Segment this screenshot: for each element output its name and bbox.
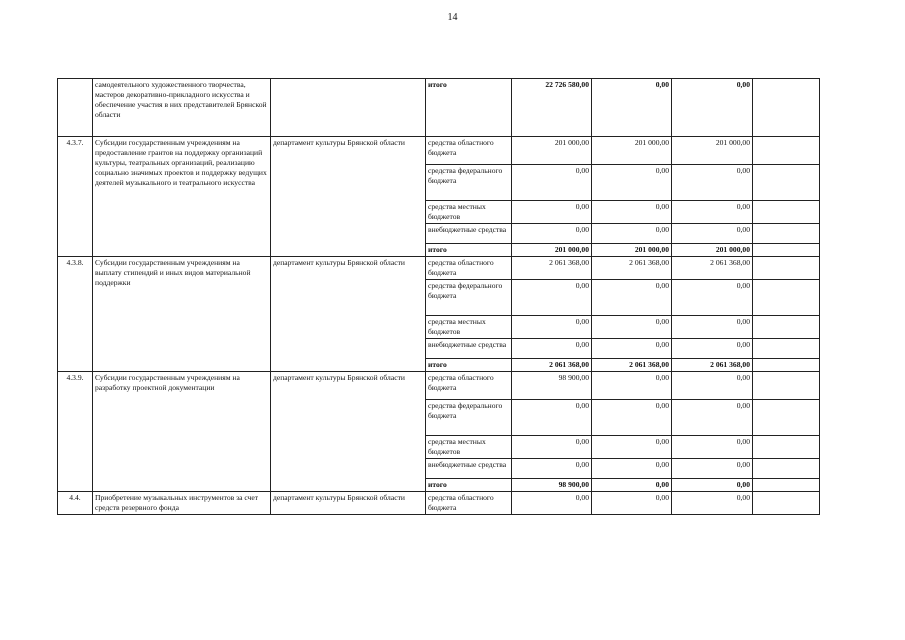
amount-year2-cell: 201 000,00 <box>592 137 672 165</box>
amount-year1-cell: 0,00 <box>512 280 592 316</box>
empty-cell <box>753 224 820 244</box>
empty-cell <box>753 436 820 459</box>
amount-year1-cell: 0,00 <box>512 400 592 436</box>
funding-source-cell: средства областного бюджета <box>426 257 512 280</box>
item-name-cell: Приобретение музыкальных инструментов за счет средств резервного фонда <box>93 492 271 515</box>
amount-year3-cell: 0,00 <box>672 479 753 492</box>
item-name-cell: Субсидии государственным учреждениям на предоставление грантов на поддержку организаций культуры, театральных организаций, реализацию социально значимых проектов и поддержку ведущих деятелей музыкального и театрального искусства <box>93 137 271 257</box>
empty-cell <box>753 492 820 515</box>
amount-year2-cell: 0,00 <box>592 400 672 436</box>
table-row-continuation-total <box>58 79 820 137</box>
amount-year3-cell: 2 061 368,00 <box>672 359 753 372</box>
empty-cell <box>753 137 820 165</box>
amount-year1-cell: 2 061 368,00 <box>512 257 592 280</box>
empty-cell <box>753 165 820 201</box>
table-row <box>58 372 820 400</box>
amount-year2-cell: 0,00 <box>592 201 672 224</box>
amount-year2-cell: 2 061 368,00 <box>592 257 672 280</box>
amount-year1-cell: 22 726 580,00 <box>512 79 592 137</box>
funding-source-cell: итого <box>426 244 512 257</box>
amount-year3-cell: 0,00 <box>672 201 753 224</box>
empty-cell <box>753 244 820 257</box>
amount-year2-cell: 0,00 <box>592 339 672 359</box>
funding-source-cell: итого <box>426 479 512 492</box>
item-code-cell: 4.3.8. <box>58 257 93 372</box>
item-name-cell: Субсидии государственным учреждениям на разработку проектной документации <box>93 372 271 492</box>
executor-cell <box>271 79 426 137</box>
table-row <box>58 257 820 280</box>
amount-year3-cell: 201 000,00 <box>672 244 753 257</box>
empty-cell <box>753 339 820 359</box>
amount-year2-cell: 0,00 <box>592 165 672 201</box>
item-code-cell: 4.4. <box>58 492 93 515</box>
executor-cell: департамент культуры Брянской области <box>271 492 426 515</box>
empty-cell <box>753 459 820 479</box>
amount-year1-cell: 0,00 <box>512 224 592 244</box>
amount-year3-cell: 0,00 <box>672 459 753 479</box>
amount-year1-cell: 201 000,00 <box>512 244 592 257</box>
amount-year2-cell: 0,00 <box>592 280 672 316</box>
funding-source-cell: итого <box>426 79 512 137</box>
amount-year1-cell: 0,00 <box>512 459 592 479</box>
empty-cell <box>753 400 820 436</box>
amount-year1-cell: 201 000,00 <box>512 137 592 165</box>
amount-year3-cell: 0,00 <box>672 436 753 459</box>
executor-cell: департамент культуры Брянской области <box>271 137 426 257</box>
amount-year2-cell: 0,00 <box>592 316 672 339</box>
amount-year2-cell: 0,00 <box>592 492 672 515</box>
funding-source-cell: средства областного бюджета <box>426 372 512 400</box>
amount-year1-cell: 0,00 <box>512 436 592 459</box>
empty-cell <box>753 372 820 400</box>
amount-year1-cell: 0,00 <box>512 165 592 201</box>
page-number: 14 <box>447 12 458 23</box>
amount-year1-cell: 0,00 <box>512 201 592 224</box>
funding-source-cell: средства местных бюджетов <box>426 436 512 459</box>
empty-cell <box>753 359 820 372</box>
amount-year3-cell: 0,00 <box>672 79 753 137</box>
amount-year2-cell: 0,00 <box>592 224 672 244</box>
empty-cell <box>753 257 820 280</box>
item-code-cell: 4.3.9. <box>58 372 93 492</box>
table-row <box>58 492 820 515</box>
funding-source-cell: внебюджетные средства <box>426 339 512 359</box>
funding-source-cell: средства федерального бюджета <box>426 165 512 201</box>
item-code-cell <box>58 79 93 137</box>
executor-cell: департамент культуры Брянской области <box>271 372 426 492</box>
amount-year2-cell: 2 061 368,00 <box>592 359 672 372</box>
amount-year2-cell: 0,00 <box>592 459 672 479</box>
amount-year3-cell: 0,00 <box>672 280 753 316</box>
empty-cell <box>753 316 820 339</box>
empty-cell <box>753 79 820 137</box>
funding-source-cell: средства местных бюджетов <box>426 201 512 224</box>
amount-year3-cell: 0,00 <box>672 339 753 359</box>
amount-year1-cell: 0,00 <box>512 316 592 339</box>
empty-cell <box>753 479 820 492</box>
amount-year2-cell: 0,00 <box>592 436 672 459</box>
amount-year3-cell: 2 061 368,00 <box>672 257 753 280</box>
funding-source-cell: внебюджетные средства <box>426 224 512 244</box>
amount-year1-cell: 98 900,00 <box>512 479 592 492</box>
table-row <box>58 137 820 165</box>
funding-source-cell: средства местных бюджетов <box>426 316 512 339</box>
amount-year2-cell: 0,00 <box>592 372 672 400</box>
item-name-cell: Субсидии государственным учреждениям на выплату стипендий и иных видов материальной поддержки <box>93 257 271 372</box>
funding-source-cell: средства областного бюджета <box>426 492 512 515</box>
executor-cell: департамент культуры Брянской области <box>271 257 426 372</box>
amount-year1-cell: 98 900,00 <box>512 372 592 400</box>
amount-year1-cell: 0,00 <box>512 339 592 359</box>
amount-year3-cell: 201 000,00 <box>672 137 753 165</box>
amount-year2-cell: 0,00 <box>592 79 672 137</box>
empty-cell <box>753 280 820 316</box>
amount-year3-cell: 0,00 <box>672 492 753 515</box>
item-name-cell: самодеятельного художественного творчества, мастеров декоративно-прикладного искусства и обеспечение участия в них представителей Брянской области <box>93 79 271 137</box>
amount-year3-cell: 0,00 <box>672 316 753 339</box>
funding-source-cell: средства областного бюджета <box>426 137 512 165</box>
funding-source-cell: внебюджетные средства <box>426 459 512 479</box>
item-code-cell: 4.3.7. <box>58 137 93 257</box>
funding-source-cell: итого <box>426 359 512 372</box>
budget-table <box>57 78 820 515</box>
amount-year1-cell: 0,00 <box>512 492 592 515</box>
amount-year3-cell: 0,00 <box>672 224 753 244</box>
funding-source-cell: средства федерального бюджета <box>426 280 512 316</box>
empty-cell <box>753 201 820 224</box>
amount-year3-cell: 0,00 <box>672 165 753 201</box>
amount-year3-cell: 0,00 <box>672 372 753 400</box>
funding-source-cell: средства федерального бюджета <box>426 400 512 436</box>
amount-year3-cell: 0,00 <box>672 400 753 436</box>
amount-year1-cell: 2 061 368,00 <box>512 359 592 372</box>
amount-year2-cell: 201 000,00 <box>592 244 672 257</box>
amount-year2-cell: 0,00 <box>592 479 672 492</box>
